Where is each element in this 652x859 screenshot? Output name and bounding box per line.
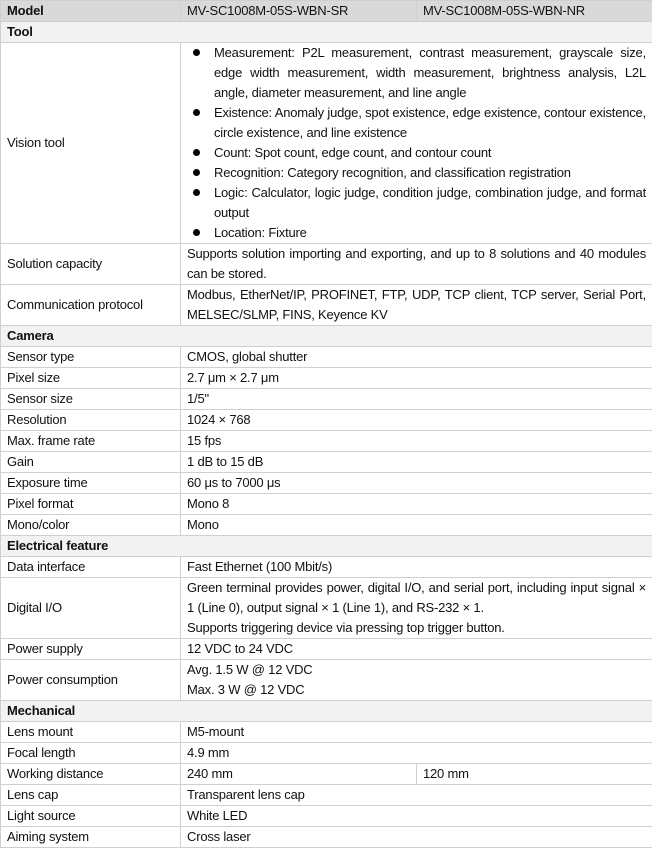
row-value: Modbus, EtherNet/IP, PROFINET, FTP, UDP, TCP client, TCP server, Serial Port, MELSEC/SLMP, FINS, Keyence KV: [181, 285, 652, 326]
row-label: Data interface: [1, 557, 181, 578]
row-label: Sensor size: [1, 389, 181, 410]
row-label: Working distance: [1, 764, 181, 785]
table-row: [1, 764, 652, 785]
section-mechanical: Mechanical: [1, 701, 652, 722]
row-value: 60 μs to 7000 μs: [181, 473, 652, 494]
model-label: Model: [1, 1, 181, 22]
row-value: [181, 578, 652, 639]
table-row: [1, 452, 652, 473]
row-label: Lens cap: [1, 785, 181, 806]
row-value: 2.7 μm × 2.7 μm: [181, 368, 652, 389]
list-item: Existence: Anomaly judge, spot existence, edge existence, contour existence, circle existence, and line existence: [187, 103, 646, 143]
table-row: [1, 368, 652, 389]
row-label: Mono/color: [1, 515, 181, 536]
row-value-sr: 240 mm: [181, 764, 417, 785]
row-value: 12 VDC to 24 VDC: [181, 639, 652, 660]
row-value: Supports solution importing and exporting, and up to 8 solutions and 40 modules can be stored.: [181, 244, 652, 285]
list-item: Location: Fixture: [187, 223, 646, 243]
row-value-nr: 120 mm: [417, 764, 652, 785]
vision-tool-list: [181, 43, 652, 244]
model-sr: MV-SC1008M-05S-WBN-SR: [181, 1, 417, 22]
row-value: 15 fps: [181, 431, 652, 452]
table-row: [1, 389, 652, 410]
list-item: Measurement: P2L measurement, contrast measurement, grayscale size, edge width measurement, width measurement, brightness analysis, L2L angle, diameter measurement, and line angle: [187, 43, 646, 103]
section-tool: Tool: [1, 22, 652, 43]
list-item: Count: Spot count, edge count, and contour count: [187, 143, 646, 163]
row-label: Vision tool: [1, 43, 181, 244]
row-value: Fast Ethernet (100 Mbit/s): [181, 557, 652, 578]
consumption-avg: Avg. 1.5 W @ 12 VDC: [187, 662, 313, 677]
model-row: [1, 1, 652, 22]
row-value: M5-mount: [181, 722, 652, 743]
row-value: 1 dB to 15 dB: [181, 452, 652, 473]
row-value: Transparent lens cap: [181, 785, 652, 806]
row-label: Power supply: [1, 639, 181, 660]
row-label: Gain: [1, 452, 181, 473]
table-row: [1, 494, 652, 515]
row-label: Pixel format: [1, 494, 181, 515]
row-label: Focal length: [1, 743, 181, 764]
row-value: 1024 × 768: [181, 410, 652, 431]
vision-tool-row: [1, 43, 652, 244]
list-item: Logic: Calculator, logic judge, condition judge, combination judge, and format output: [187, 183, 646, 223]
table-row: [1, 722, 652, 743]
table-row: [1, 578, 652, 639]
table-row: [1, 639, 652, 660]
row-label: Aiming system: [1, 827, 181, 848]
table-row: [1, 785, 652, 806]
section-camera: Camera: [1, 326, 652, 347]
row-value: Mono 8: [181, 494, 652, 515]
table-row: [1, 515, 652, 536]
table-row: [1, 806, 652, 827]
table-row: [1, 473, 652, 494]
row-value: Cross laser: [181, 827, 652, 848]
table-row: [1, 285, 652, 326]
row-label: Max. frame rate: [1, 431, 181, 452]
row-value: 1/5": [181, 389, 652, 410]
row-label: Pixel size: [1, 368, 181, 389]
row-label: Power consumption: [1, 660, 181, 701]
row-value: 4.9 mm: [181, 743, 652, 764]
table-row: [1, 743, 652, 764]
row-value: CMOS, global shutter: [181, 347, 652, 368]
table-row: [1, 347, 652, 368]
table-row: [1, 410, 652, 431]
model-nr: MV-SC1008M-05S-WBN-NR: [417, 1, 652, 22]
row-value: Mono: [181, 515, 652, 536]
table-row: [1, 431, 652, 452]
row-label: Digital I/O: [1, 578, 181, 639]
row-value: [181, 660, 652, 701]
consumption-max: Max. 3 W @ 12 VDC: [187, 682, 305, 697]
row-label: Exposure time: [1, 473, 181, 494]
row-label: Solution capacity: [1, 244, 181, 285]
row-label: Light source: [1, 806, 181, 827]
table-row: [1, 660, 652, 701]
row-label: Sensor type: [1, 347, 181, 368]
section-electrical: Electrical feature: [1, 536, 652, 557]
table-row: [1, 827, 652, 848]
table-row: [1, 557, 652, 578]
row-label: Lens mount: [1, 722, 181, 743]
row-label: Resolution: [1, 410, 181, 431]
dio-line: Green terminal provides power, digital I/O, and serial port, including input signal × 1 (Line 0), output signal × 1 (Line 1), and RS-232 × 1.: [187, 580, 646, 615]
list-item: Recognition: Category recognition, and classification registration: [187, 163, 646, 183]
table-row: [1, 244, 652, 285]
dio-line: Supports triggering device via pressing top trigger button.: [187, 620, 505, 635]
row-label: Communication protocol: [1, 285, 181, 326]
row-value: White LED: [181, 806, 652, 827]
